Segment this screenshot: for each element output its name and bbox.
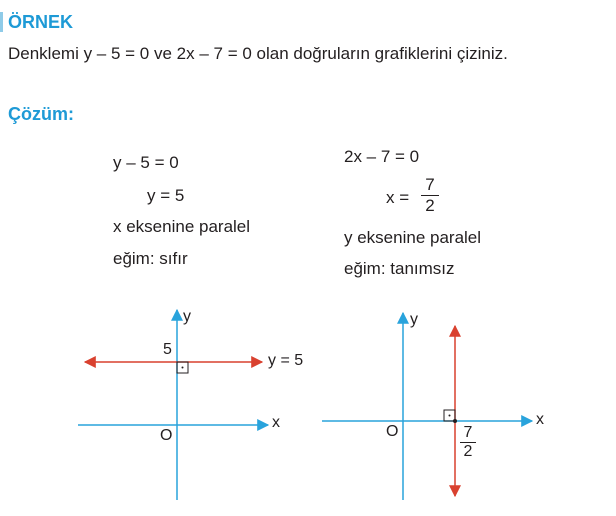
- graph2-intercept-dot: [453, 419, 457, 423]
- graph1-origin-label: O: [160, 427, 173, 444]
- left-line-2: y = 5: [147, 186, 185, 205]
- graph1-x-label: x: [272, 414, 280, 431]
- right-fraction-denominator: 2: [421, 195, 439, 216]
- solution-heading: Çözüm:: [8, 104, 74, 124]
- graph1-intercept-label: 5: [163, 341, 172, 358]
- right-fraction-numerator: 7: [425, 175, 435, 194]
- graph1-right-angle-dot: [182, 367, 184, 369]
- right-x-prefix: x =: [386, 188, 410, 207]
- left-line-1: y – 5 = 0: [113, 153, 179, 172]
- graph2-origin-label: O: [386, 423, 399, 440]
- left-line-3: x eksenine paralel: [113, 217, 251, 236]
- graph2-y-label: y: [410, 311, 418, 328]
- graph1-y-label: y: [183, 308, 191, 325]
- graph2-fraction-denominator: 2: [460, 442, 476, 461]
- graph2-intercept-fraction: [460, 424, 476, 461]
- right-line-4: eğim: tanımsız: [344, 259, 455, 278]
- right-line-1: 2x – 7 = 0: [344, 147, 420, 166]
- left-line-4: eğim: sıfır: [113, 249, 188, 268]
- graph2-right-angle-dot: [449, 415, 451, 417]
- right-line-3: y eksenine paralel: [344, 228, 482, 247]
- graph-1: [78, 310, 268, 500]
- graph1-line-label: y = 5: [268, 352, 304, 369]
- example-title: ÖRNEK: [8, 12, 74, 32]
- graph2-x-label: x: [536, 411, 544, 428]
- graph2-fraction-numerator: 7: [463, 424, 473, 441]
- problem-statement: Denklemi y – 5 = 0 ve 2x – 7 = 0 olan doğruların grafiklerini çiziniz.: [8, 44, 508, 63]
- graph-2: [322, 313, 532, 500]
